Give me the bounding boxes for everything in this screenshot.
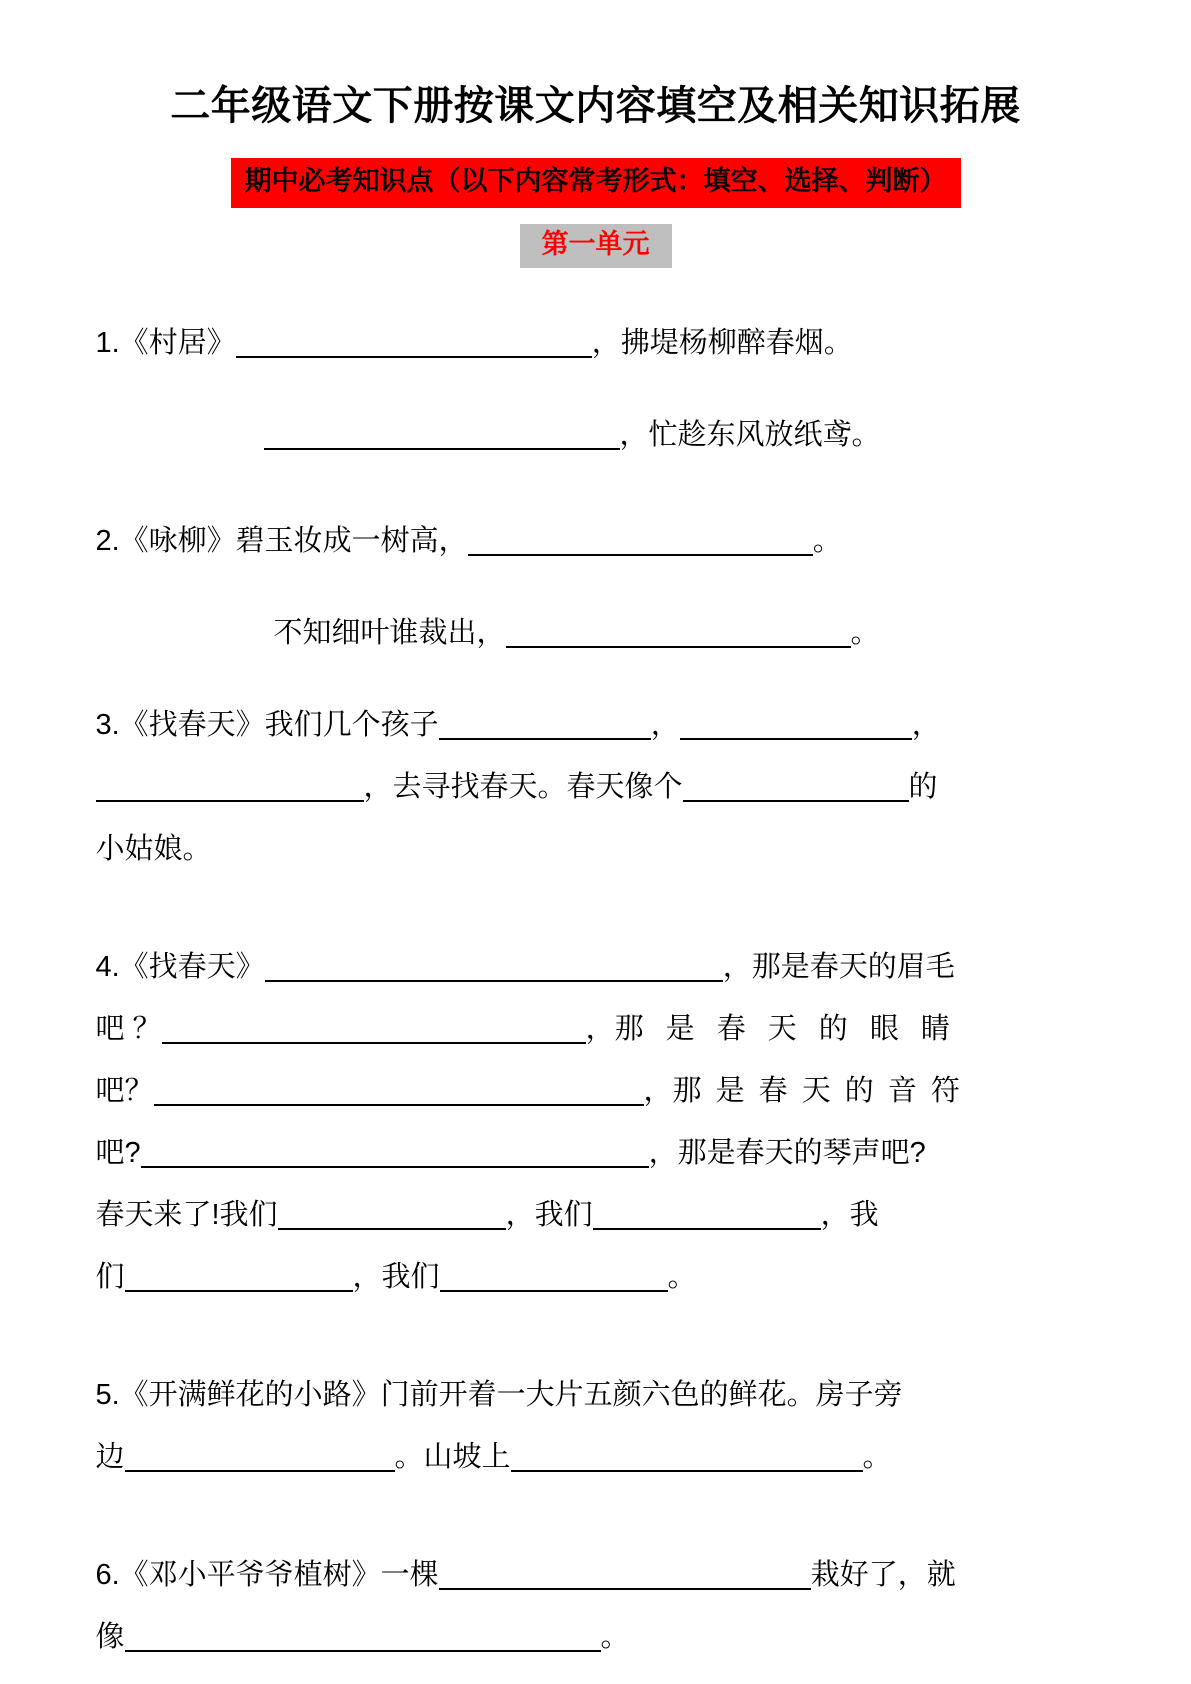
blank-field[interactable] [680,714,912,740]
question-3-line-2 [96,756,1096,818]
spacer [96,880,1096,936]
question-5-line-2 [96,1426,1096,1488]
q3-text-d: ，去寻找春天。春天像个 [363,770,683,803]
q5-text-d: 。 [862,1440,892,1473]
blank-field[interactable] [593,1204,821,1230]
q3-text-e: 的 [908,770,938,803]
blank-field[interactable] [154,1080,644,1106]
blank-field[interactable] [96,776,364,802]
q1-text-a: 1.《村居》 [95,326,236,359]
question-4-line-5 [96,1184,1096,1246]
spacer [96,572,1096,602]
exam-notice-banner: 期中必考知识点（以下内容常考形式：填空、选择、判断） [231,158,961,208]
question-4-line-1 [96,936,1096,998]
q4-text-f: 吧？ [95,1074,154,1107]
q2-text-b: 。 [812,524,842,557]
spacer [96,1308,1096,1364]
blank-field[interactable] [264,424,620,450]
q5-text-b: 边 [95,1440,125,1473]
q4-text-n: 们 [95,1260,125,1293]
blank-field[interactable] [125,1446,395,1472]
question-4-line-4 [96,1122,1096,1184]
q4-text-i: 吧? [95,1136,141,1169]
q4-text-p: 。 [667,1260,697,1293]
blank-field[interactable] [439,714,651,740]
q4-text-b: ，那是春天的眉毛 [722,950,955,983]
question-1-line-1 [96,312,1096,374]
q4-text-j: ，那是春天的琴声吧? [648,1136,926,1169]
question-4-line-6 [96,1246,1096,1308]
question-1-line-2 [96,404,1096,466]
blank-field[interactable] [125,1626,601,1652]
question-2-line-1 [96,510,1096,572]
question-item-1 [96,312,1096,466]
unit-row [0,224,1191,268]
question-item-4 [96,936,1096,1308]
q4-text-d: ， [585,1012,615,1045]
blank-field[interactable] [439,1564,811,1590]
blank-field[interactable] [265,956,723,982]
question-2-line-2 [96,602,1096,664]
questions-list [96,268,1096,1668]
q2-text-c: 不知细叶谁裁出， [273,616,506,649]
unit-heading: 第一单元 [520,224,672,268]
q4-text-o: ，我们 [352,1260,440,1293]
question-6-line-1 [96,1544,1096,1606]
q4-text-k: 春天来了!我们 [95,1198,278,1231]
blank-field[interactable] [440,1266,668,1292]
question-4-line-2 [96,998,1096,1060]
blank-field[interactable] [511,1446,863,1472]
q4-text-m: ，我 [820,1198,879,1231]
question-3-line-3 [96,818,1096,880]
q1-text-b: ，拂堤杨柳醉春烟。 [591,326,853,359]
q4-text-g: ， [643,1074,673,1107]
blank-field[interactable] [162,1018,586,1044]
blank-field[interactable] [278,1204,506,1230]
spacer [96,466,1096,510]
q3-text-a: 3.《找春天》我们几个孩子 [95,708,439,741]
q4-text-h: 那 是 春 天 的 音 符 [672,1074,963,1107]
blank-field[interactable] [141,1142,649,1168]
q5-text-a: 5.《开满鲜花的小路》门前开着一大片五颜六色的鲜花。房子旁 [95,1378,903,1411]
q2-text-a: 2.《咏柳》碧玉妆成一树高， [95,524,468,557]
blank-field[interactable] [125,1266,353,1292]
q3-text-c: ， [911,708,941,741]
blank-field[interactable] [468,530,813,556]
question-item-3 [96,694,1096,880]
blank-field[interactable] [236,332,592,358]
q6-text-b: 栽好了，就 [810,1558,956,1591]
blank-field[interactable] [683,776,909,802]
page-title: 二年级语文下册按课文内容填空及相关知识拓展 [170,84,1021,128]
q5-text-c: 。山坡上 [394,1440,511,1473]
question-3-line-1 [96,694,1096,756]
spacer [96,664,1096,694]
q4-text-c: 吧 ？ [95,1012,162,1045]
q4-text-a: 4.《找春天》 [95,950,265,983]
question-6-line-2 [96,1606,1096,1668]
blank-field[interactable] [506,622,851,648]
spacer [96,1488,1096,1544]
question-5-line-1 [96,1364,1096,1426]
q2-text-d: 。 [850,616,880,649]
q4-text-e: 那 是 春 天 的 眼 睛 [614,1012,957,1045]
q3-text-f: 小姑娘。 [95,832,212,865]
q6-text-d: 。 [600,1620,630,1653]
q3-text-b: ， [650,708,680,741]
spacer [96,374,1096,404]
spacer [96,268,1096,312]
q6-text-a: 6.《邓小平爷爷植树》一棵 [95,1558,439,1591]
q4-text-l: ，我们 [505,1198,593,1231]
question-4-line-3 [96,1060,1096,1122]
question-item-2 [96,510,1096,664]
question-item-6 [96,1544,1096,1668]
q1-text-c: ，忙趁东风放纸鸢。 [619,418,881,451]
q6-text-c: 像 [95,1620,125,1653]
banner-row [0,158,1191,208]
question-item-5 [96,1364,1096,1488]
